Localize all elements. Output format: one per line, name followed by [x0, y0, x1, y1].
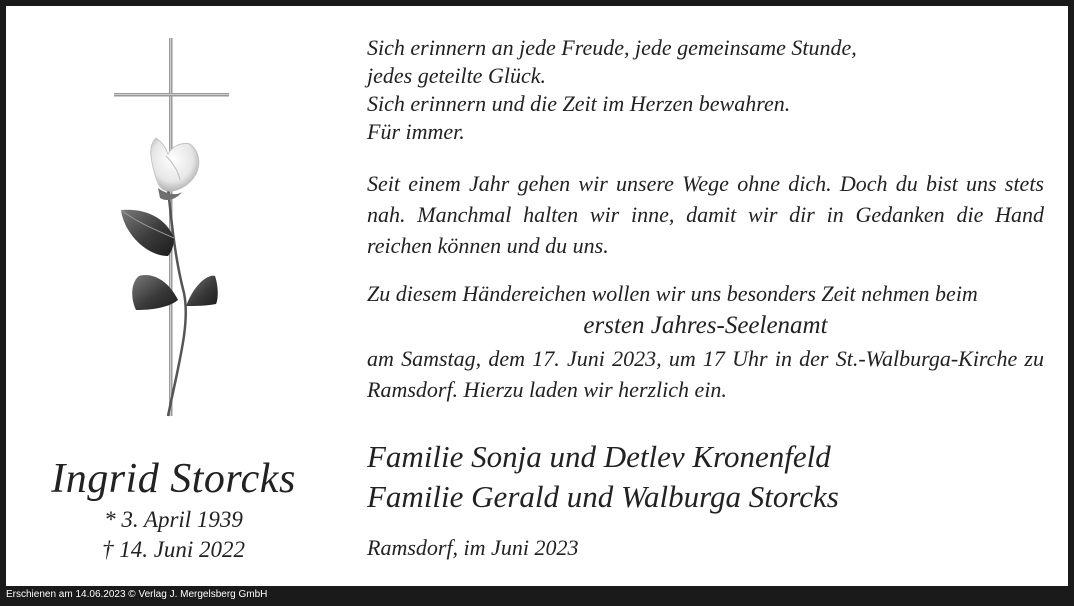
poem-line: Sich erinnern an jede Freude, jede gemeinsame Stunde, — [367, 35, 857, 60]
deceased-name: Ingrid Storcks — [51, 456, 296, 502]
families — [367, 437, 1044, 517]
death-date: † 14. Juni 2022 — [101, 537, 246, 562]
memorial-paragraph: Seit einem Jahr gehen wir unsere Wege ohne dich. Doch du bist uns stets nah. Manchmal halten wir inne, damit wir dir in Gedanken die Hand reichen können und du uns. — [367, 171, 1044, 258]
poem-line: jedes geteilte Glück. — [367, 63, 546, 88]
invitation — [367, 279, 1044, 405]
birth-date: * 3. April 1939 — [104, 507, 243, 532]
family-name: Familie Gerald und Walburga Storcks — [367, 479, 839, 514]
life-dates — [6, 505, 341, 565]
family-name: Familie Sonja und Detlev Kronenfeld — [367, 439, 831, 474]
invitation-intro: Zu diesem Händereichen wollen wir uns besonders Zeit nehmen beim — [367, 281, 978, 306]
poem-line: Sich erinnern und die Zeit im Herzen bewahren. — [367, 91, 791, 116]
obituary-card — [6, 6, 1068, 586]
poem — [367, 34, 1044, 146]
cross-rose-illustration — [106, 38, 236, 428]
publication-footer: Erschienen am 14.06.2023 © Verlag J. Mergelsberg GmbH — [6, 589, 268, 600]
event-title: ersten Jahres-Seelenamt — [583, 312, 828, 339]
poem-line: Für immer. — [367, 119, 465, 144]
event-details: am Samstag, dem 17. Juni 2023, um 17 Uhr in der St.-Walburga-Kirche zu Ramsdorf. Hierzu laden wir herzlich ein. — [367, 346, 1044, 402]
place-date: Ramsdorf, im Juni 2023 — [367, 535, 579, 560]
